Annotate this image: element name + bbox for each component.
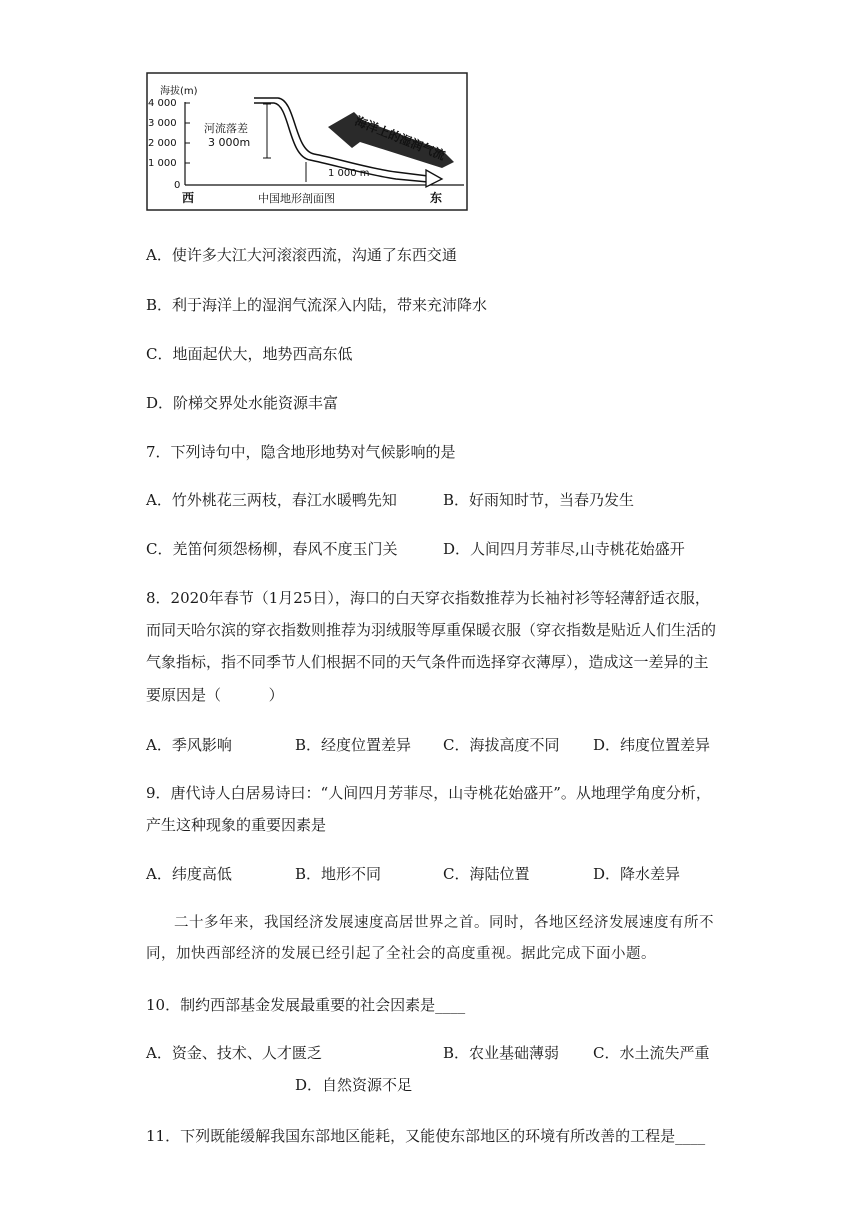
q9-option-d: D．降水差异 — [593, 865, 681, 883]
q8-option-c: C．海拔高度不同 — [443, 736, 560, 754]
terrain-profile-figure — [146, 72, 468, 212]
airflow-label: 海洋上的湿润气流 — [352, 113, 448, 163]
q8-stem-line: 气象指标，指不同季节人们根据不同的天气条件而选择穿衣薄厚），造成这一差异的主 — [146, 653, 709, 671]
q10-option-a: A．资金、技术、人才匮乏 — [146, 1044, 322, 1062]
drop2-label: 1 000 m — [328, 168, 370, 179]
q8-option-b: B．经度位置差异 — [295, 736, 412, 754]
drop-label-2: 3 000m — [208, 136, 251, 149]
ytick-label: 4 000 — [148, 98, 177, 109]
passage-line: 二十多年来，我国经济发展速度高居世界之首。同时，各地区经济发展速度有所不 — [174, 915, 714, 931]
q7-option-b: B．好雨知时节，当春乃发生 — [443, 491, 635, 509]
q6-option-a: A．使许多大江大河滚滚西流，沟通了东西交通 — [146, 246, 457, 264]
q9-option-b: B．地形不同 — [295, 865, 382, 883]
q7-option-d: D．人间四月芳菲尽,山寺桃花始盛开 — [443, 540, 685, 558]
q9-option-c: C．海陆位置 — [443, 865, 530, 883]
q10-option-c: C．水土流失严重 — [593, 1044, 710, 1062]
ytick-label: 1 000 — [148, 158, 177, 169]
q8-option-a: A．季风影响 — [146, 736, 232, 754]
figure-ylabel: 海拔(m) — [160, 86, 198, 97]
q8-option-d: D．纬度位置差异 — [593, 736, 711, 754]
west-label: 西 — [182, 191, 195, 205]
passage-line: 同，加快西部经济的发展已经引起了全社会的高度重视。据此完成下面小题。 — [146, 946, 656, 962]
q8-stem-line: 8．2020年春节（1月25日），海口的白天穿衣指数推荐为长袖衬衫等轻薄舒适衣服， — [146, 589, 710, 607]
q7-option-c: C．羌笛何须怨杨柳，春风不度玉门关 — [146, 540, 398, 558]
drop-label-1: 河流落差 — [204, 122, 248, 135]
q9-stem-line: 9．唐代诗人白居易诗曰：“人间四月芳菲尽，山寺桃花始盛开”。从地理学角度分析， — [146, 784, 711, 802]
ytick-label: 3 000 — [148, 118, 177, 129]
q9-option-a: A．纬度高低 — [146, 865, 232, 883]
q11-stem: 11．下列既能缓解我国东部地区能耗，又能使东部地区的环境有所改善的工程是____ — [146, 1127, 706, 1145]
q7-stem: 7．下列诗句中，隐含地形地势对气候影响的是 — [146, 443, 456, 461]
q6-option-d: D．阶梯交界处水能资源丰富 — [146, 394, 339, 412]
figure-caption: 中国地形剖面图 — [258, 192, 335, 205]
q10-option-b: B．农业基础薄弱 — [443, 1044, 560, 1062]
q7-option-a: A．竹外桃花三两枝，春江水暖鸭先知 — [146, 491, 397, 509]
q10-option-d: D．自然资源不足 — [295, 1076, 413, 1094]
ytick-label: 0 — [174, 180, 181, 191]
east-label: 东 — [430, 191, 443, 205]
q6-option-c: C．地面起伏大，地势西高东低 — [146, 345, 353, 363]
ytick-label: 2 000 — [148, 138, 177, 149]
q6-option-b: B．利于海洋上的湿润气流深入内陆，带来充沛降水 — [146, 296, 488, 314]
q10-stem: 10．制约西部基金发展最重要的社会因素是____ — [146, 996, 466, 1014]
q9-stem-line: 产生这种现象的重要因素是 — [146, 816, 327, 834]
q8-stem-line: 要原因是（ ） — [146, 686, 284, 704]
q8-stem-line: 而同天哈尔滨的穿衣指数则推荐为羽绒服等厚重保暖衣服（穿衣指数是贴近人们生活的 — [146, 621, 717, 639]
